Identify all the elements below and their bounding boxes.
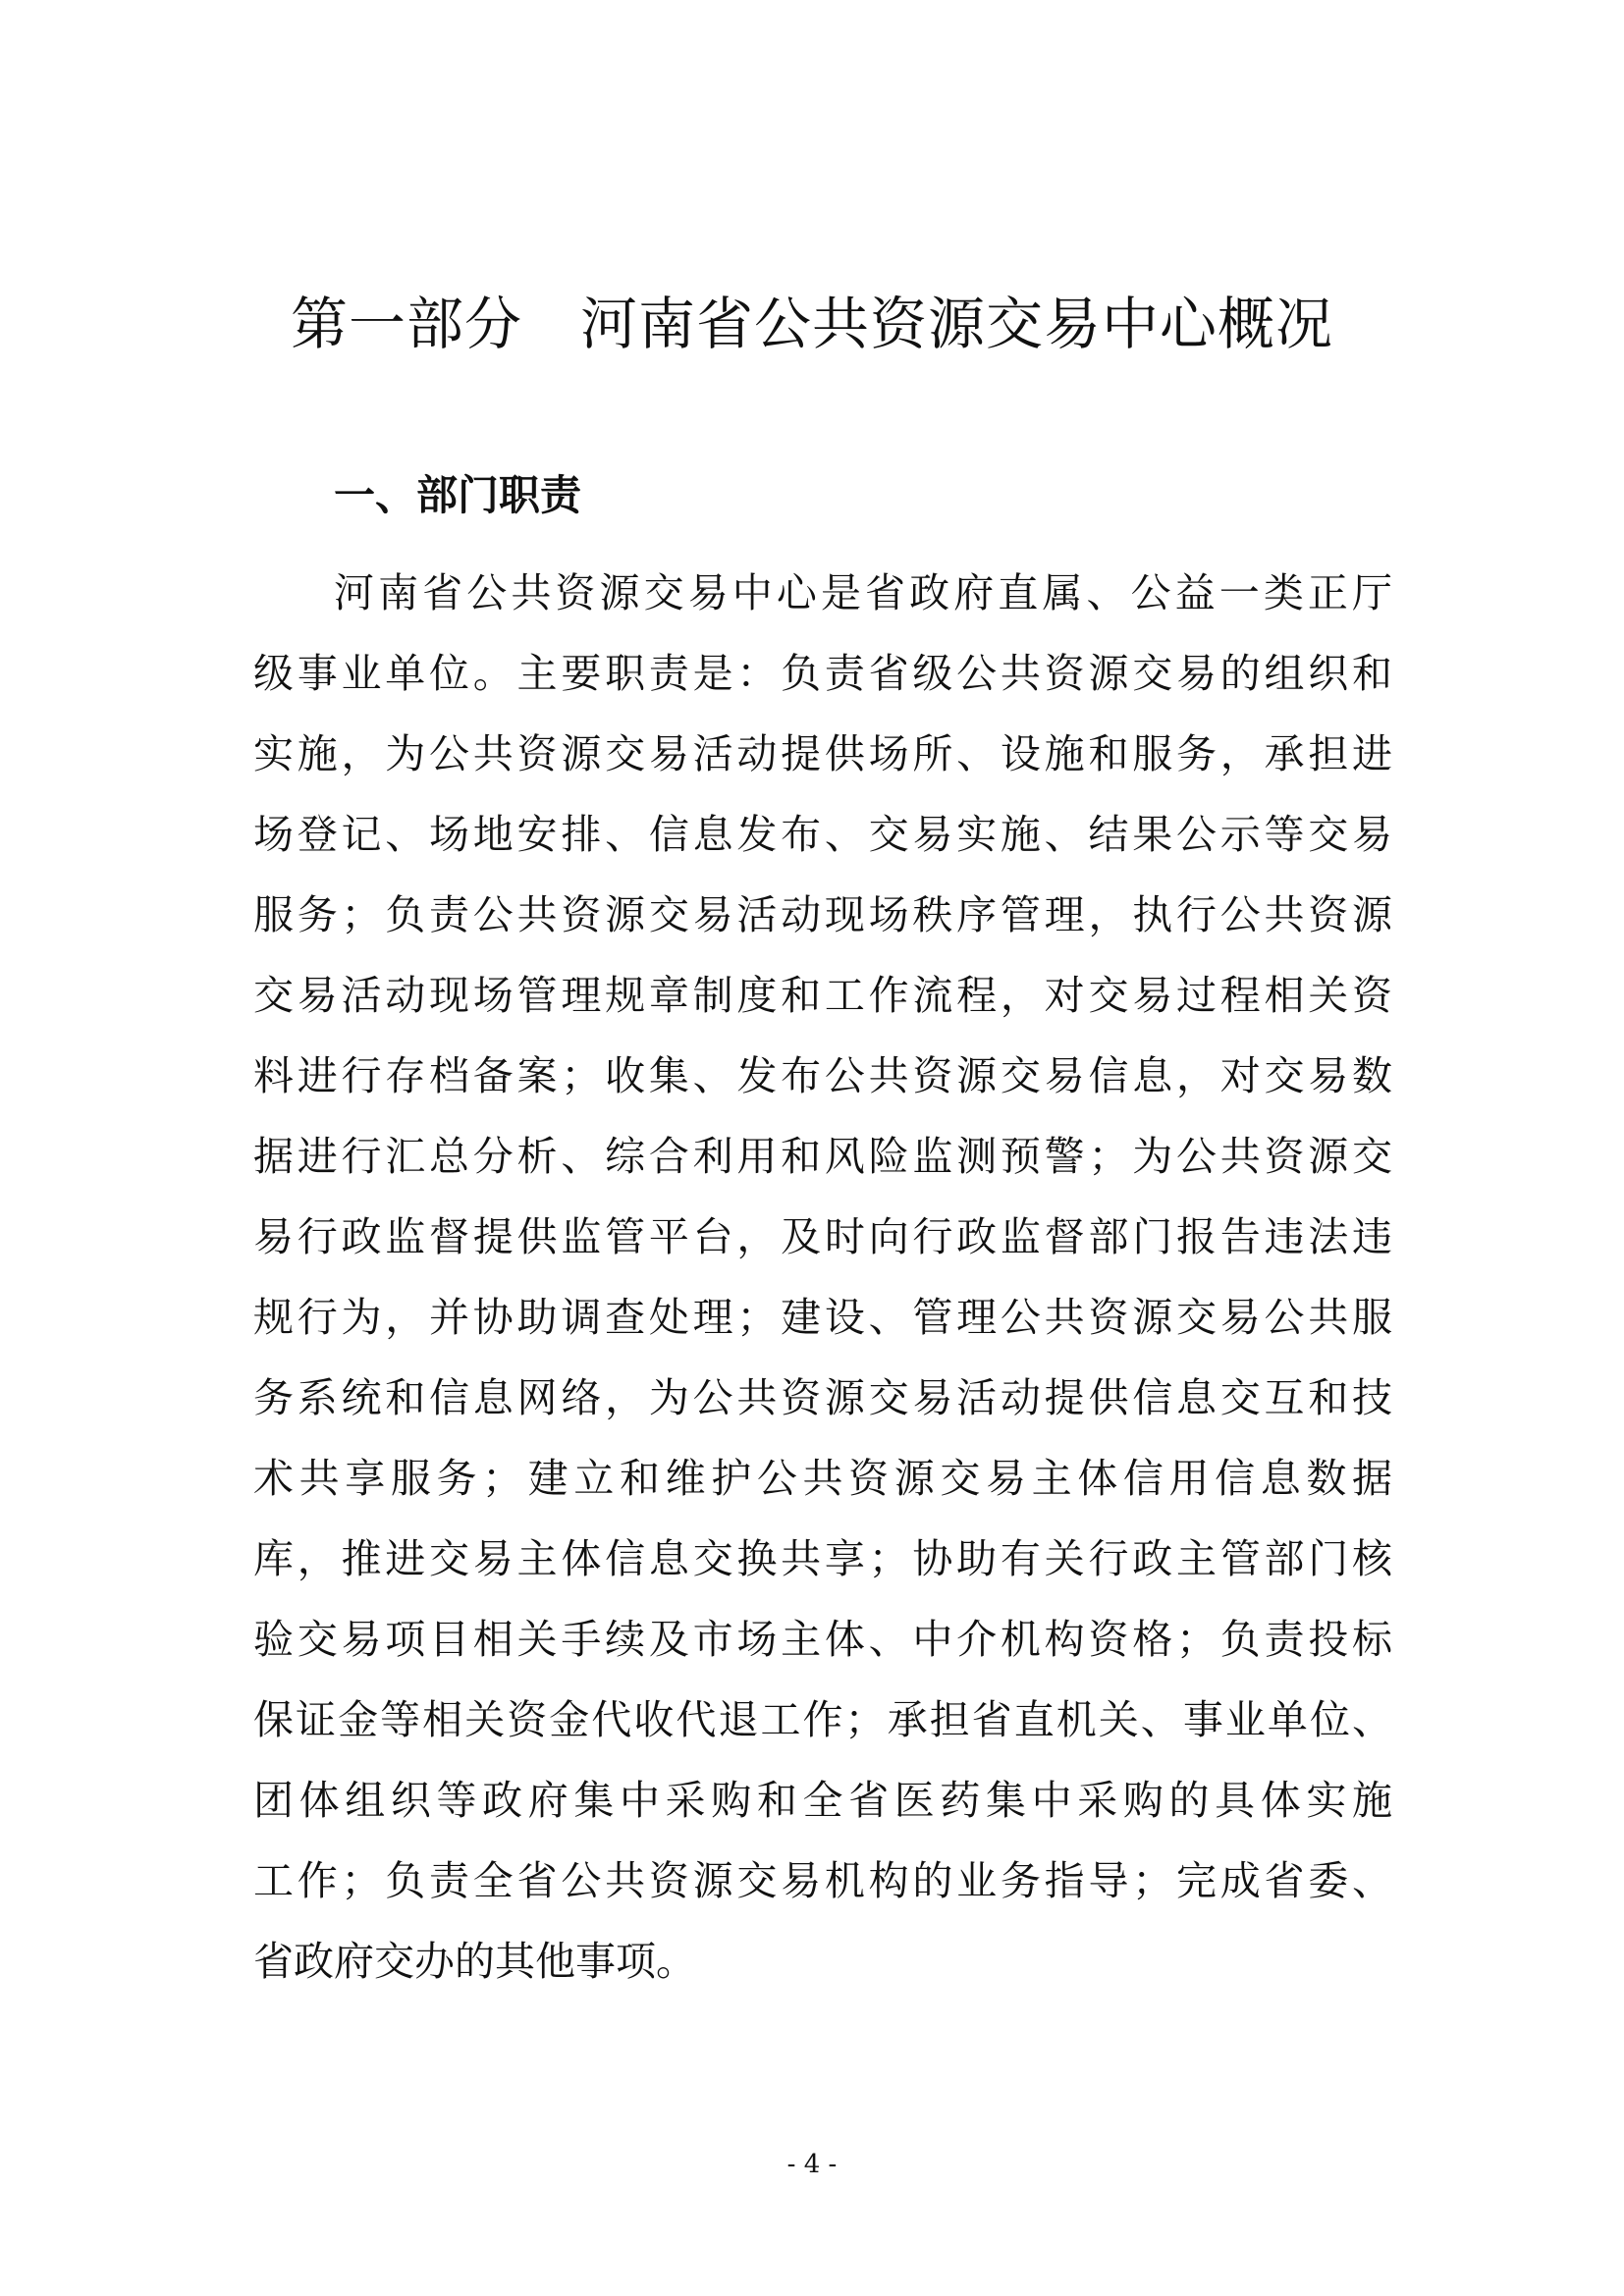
paragraph-line: 工作；负责全省公共资源交易机构的业务指导；完成省委、: [253, 1857, 1392, 1904]
paragraph-line: 团体组织等政府集中采购和全省医药集中采购的具体实施: [253, 1777, 1392, 1824]
paragraph-line: 易行政监督提供监管平台，及时向行政监督部门报告违法违: [253, 1213, 1392, 1260]
paragraph-line: 料进行存档备案；收集、发布公共资源交易信息，对交易数: [253, 1052, 1392, 1099]
page-title: 第一部分 河南省公共资源交易中心概况: [290, 291, 1333, 357]
paragraph-line: 据进行汇总分析、综合利用和风险监测预警；为公共资源交: [253, 1133, 1392, 1180]
paragraph-line: 河南省公共资源交易中心是省政府直属、公益一类正厅: [334, 569, 1392, 616]
section-heading: 一、部门职责: [334, 471, 582, 519]
paragraph-line: 级事业单位。主要职责是：负责省级公共资源交易的组织和: [253, 650, 1392, 697]
paragraph-line: 务系统和信息网络，为公共资源交易活动提供信息交互和技: [253, 1374, 1392, 1421]
page-number: - 4 -: [786, 2150, 838, 2179]
paragraph-line: 规行为，并协助调查处理；建设、管理公共资源交易公共服: [253, 1294, 1392, 1341]
paragraph-line: 场登记、场地安排、信息发布、交易实施、结果公示等交易: [253, 811, 1392, 858]
paragraph-line: 术共享服务；建立和维护公共资源交易主体信用信息数据: [253, 1455, 1392, 1502]
paragraph-line: 验交易项目相关手续及市场主体、中介机构资格；负责投标: [253, 1616, 1392, 1663]
body-paragraph: [253, 553, 1392, 2002]
paragraph-line: 库，推进交易主体信息交换共享；协助有关行政主管部门核: [253, 1535, 1392, 1582]
paragraph-line: 省政府交办的其他事项。: [253, 1938, 696, 1985]
paragraph-line: 保证金等相关资金代收代退工作；承担省直机关、事业单位、: [253, 1696, 1392, 1743]
paragraph-line: 实施，为公共资源交易活动提供场所、设施和服务，承担进: [253, 730, 1392, 777]
paragraph-line: 服务；负责公共资源交易活动现场秩序管理，执行公共资源: [253, 891, 1392, 938]
paragraph-line: 交易活动现场管理规章制度和工作流程，对交易过程相关资: [253, 972, 1392, 1019]
